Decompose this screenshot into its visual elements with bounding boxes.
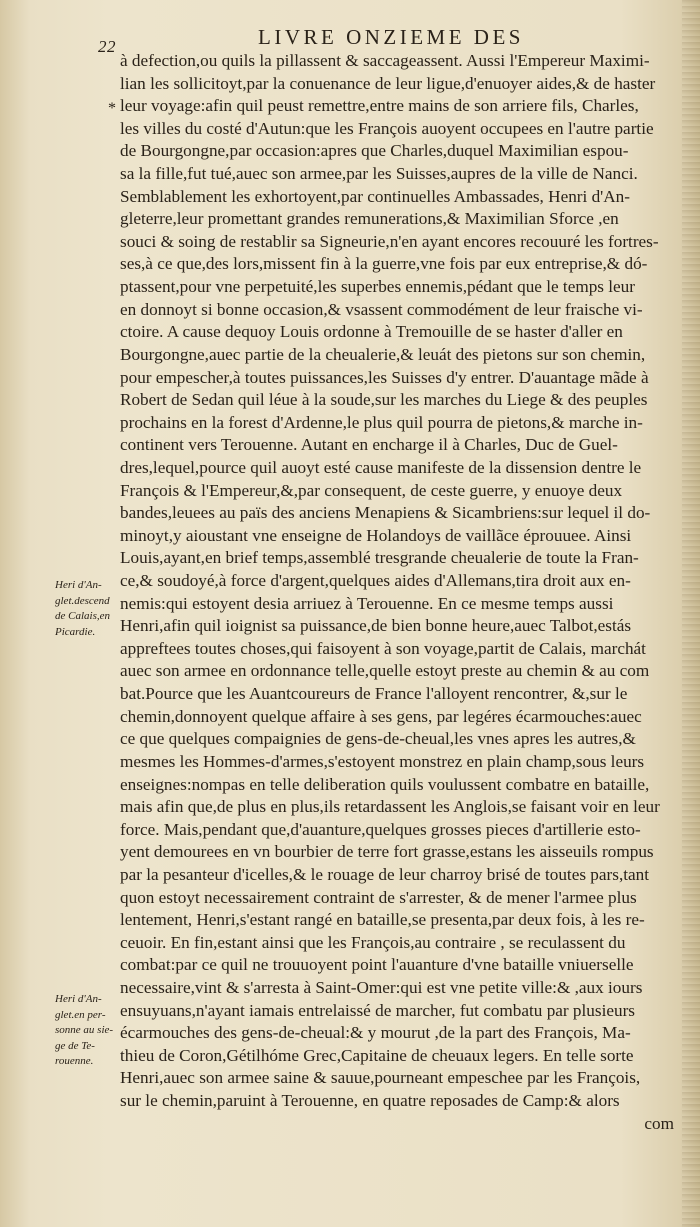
margin-note-line: glet.descend xyxy=(55,594,110,607)
text-line: combat:par ce quil ne trouuoyent point l'auanture d'vne bataille vniuerselle xyxy=(120,955,634,975)
text-line: yent demourees en vn bourbier de terre fort grasse,estans les aisseuils rompus xyxy=(120,842,654,862)
text-line: force. Mais,pendant que,d'auanture,quelques grosses pieces d'artillerie esto- xyxy=(120,819,641,839)
text-line: mais afin que,de plus en plus,ils retardassent les Anglois,se faisant voir en leur xyxy=(120,797,660,817)
text-line: nemis:qui estoyent desia arriuez à Terouenne. En ce mesme temps aussi xyxy=(120,593,614,613)
text-line: ensuyuans,n'ayant iamais entrelaissé de marcher, fut combatu par plusieurs xyxy=(120,1000,635,1020)
text-line: Louis,ayant,en brief temps,assemblé tresgrande cheualerie de toute la Fran- xyxy=(120,548,639,568)
text-line: lentement, Henri,s'estant rangé en bataille,se presenta,par deux fois, à les re- xyxy=(120,910,645,930)
text-line: dres,lequel,pource quil auoyt esté cause manifeste de la dissension dentre le xyxy=(120,457,642,477)
text-line: ceuoir. En fin,estant ainsi que les François,au contraire , se reculassent du xyxy=(120,932,626,952)
text-line: auec son armee en ordonnance telle,quelle estoyt preste au chemin & au com xyxy=(120,661,650,681)
margin-note-line: sonne au sie- xyxy=(55,1024,114,1036)
page-edge xyxy=(682,0,700,1227)
text-line: continent vers Terouenne. Autant en encharge il à Charles, Duc de Guel- xyxy=(120,435,618,455)
text-line: François & l'Empereur,&,par consequent, de ceste guerre, y enuoye deux xyxy=(120,480,623,500)
catchword: com xyxy=(644,1113,674,1133)
text-line: souci & soing de restablir sa Signeurie,n'en ayant encores recouuré les fortres- xyxy=(120,231,659,251)
text-line: bandes,leuees au païs des anciens Menapiens & Sicambriens:sur lequel il do- xyxy=(120,503,651,523)
text-line: Bourgongne,auec partie de la cheualerie,& leuát des pietons sur son chemin, xyxy=(120,344,646,364)
text-line: chemin,donnoyent quelque affaire à ses gens, par legéres écarmouches:auec xyxy=(120,706,642,726)
text-line: leur voyage:afin quil peust remettre,entre mains de son arriere fils, Charles, xyxy=(120,96,639,116)
text-line: prochains en la forest d'Ardenne,le plus quil pourra de pietons,& marche in- xyxy=(120,412,643,432)
text-line: lian les sollicitoyt,par la conuenance de leur ligue,d'enuoyer aides,& de haster xyxy=(120,73,656,93)
text-line: écarmouches des gens-de-cheual:& y mourut ,de la part des François, Ma- xyxy=(120,1023,631,1043)
text-line: necessaire,vint & s'arresta à Saint-Omer:qui est vne petite ville:& ,aux iours xyxy=(120,977,643,997)
text-line: appreftees toutes choses,qui faisoyent à son voyage,partit de Calais, marchát xyxy=(120,638,646,658)
margin-note-terouenne xyxy=(55,992,121,1070)
text-line: en donnoyt si bonne occasion,& vsassent commodément de leur fraische vi- xyxy=(120,299,643,319)
margin-note-calais xyxy=(55,578,121,640)
text-line: Henri,auec son armee saine & sauue,pourneant empeschee par les François, xyxy=(120,1068,641,1088)
margin-note-line: Heri d'An- xyxy=(55,579,102,591)
margin-note-line: ge de Te- xyxy=(55,1039,95,1052)
text-line: pour empescher,à toutes puissances,les Suisses d'y entrer. D'auantage mãde à xyxy=(120,367,649,387)
running-title: LIVRE ONZIEME DES xyxy=(258,25,524,49)
text-line: ce que quelques compaignies de gens-de-cheual,les vnes apres les autres,& xyxy=(120,729,636,749)
text-line: ctoire. A cause dequoy Louis ordonne à Tremouille de se haster d'aller en xyxy=(120,322,623,342)
text-line: ses,à ce que,des lors,missent fin à la guerre,vne fois par eux entreprise,& dó- xyxy=(120,254,648,274)
text-line: minoyt,y aioustant vne enseigne de Holandoys de vaillãce éprouuee. Ainsi xyxy=(120,525,632,545)
text-line: Robert de Sedan quil léue à la soude,sur les marches du Liege & des peuples xyxy=(120,390,648,410)
text-line: bat.Pource que les Auantcoureurs de France l'alloyent rencontrer, &,sur le xyxy=(120,684,628,704)
margin-note-line: Heri d'An- xyxy=(55,993,102,1005)
margin-note-line: glet.en per- xyxy=(55,1008,106,1021)
margin-note-line: rouenne. xyxy=(55,1055,94,1067)
text-line: de Bourgongne,par occasion:apres que Charles,duquel Maximilian espou- xyxy=(120,141,629,161)
text-line: sur le chemin,paruint à Terouenne, en quatre reposades de Camp:& alors xyxy=(120,1091,620,1111)
text-line: gleterre,leur promettant grandes remunerations,& Maximilian Sforce ,en xyxy=(120,209,619,229)
text-line: les villes du costé d'Autun:que les François auoyent occupees en l'autre partie xyxy=(120,118,654,138)
text-line: à defection,ou quils la pillassent & saccageassent. Aussi l'Empereur Maximi- xyxy=(120,51,650,70)
text-line: par la pesanteur d'icelles,& le rouage de leur charroy brisé de toutes pars,tant xyxy=(120,864,650,884)
text-line: Semblablement les exhortoyent,par continuelles Ambassades, Henri d'An- xyxy=(120,186,631,206)
body-text xyxy=(120,50,674,1135)
text-line: quon estoyt necessairement contraint de s'arrester, & de mener l'armee plus xyxy=(120,887,637,907)
page-number: 22 xyxy=(98,37,116,56)
text-line: mesmes les Hommes-d'armes,s'estoyent monstrez en plain champ,sous leurs xyxy=(120,751,645,771)
text-line: ptassent,pour vne perpetuité,les superbes ennemis,pédant que le temps leur xyxy=(120,277,635,297)
margin-note-line: Picardie. xyxy=(55,625,96,638)
margin-note-line: de Calais,en xyxy=(55,610,110,622)
text-line: Henri,afin quil ioignist sa puissance,de bien bonne heure,auec Talbot,estás xyxy=(120,616,632,636)
text-line: enseignes:nompas en telle deliberation quils voulussent combatre en bataille, xyxy=(120,774,650,794)
text-line: sa la fille,fut tué,auec son armee,par les Suisses,aupres de la ville de Nanci. xyxy=(120,164,638,184)
asterisk-mark: * xyxy=(108,100,116,117)
text-line: ce,& soudoyé,à force d'argent,quelques aides d'Allemans,tira droit aux en- xyxy=(120,571,631,591)
text-line: thieu de Coron,Gétilhóme Grec,Capitaine de cheuaux legers. En telle sorte xyxy=(120,1045,634,1065)
